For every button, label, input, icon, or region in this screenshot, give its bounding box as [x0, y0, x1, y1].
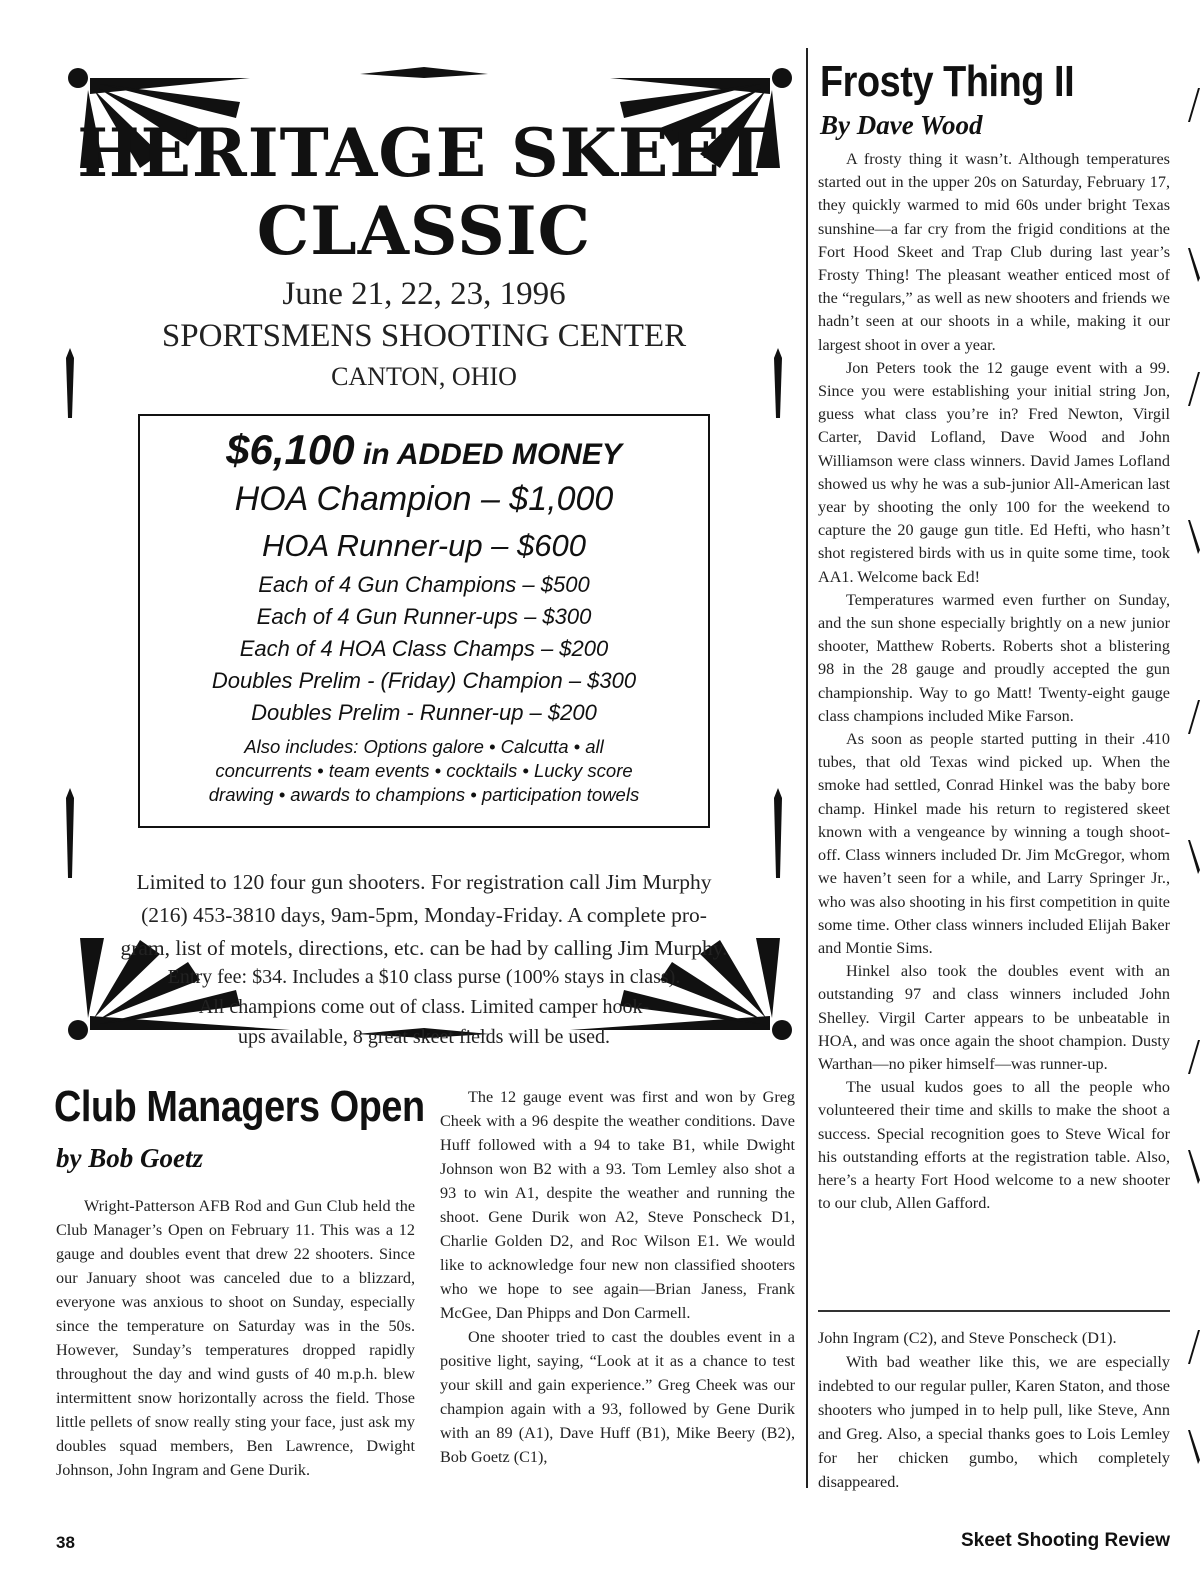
registration-info — [80, 866, 768, 965]
edge-mark — [1186, 1040, 1200, 1074]
entry-line-3: ups available, 8 great skeet fields will be used. — [237, 1026, 611, 1048]
entry-fee-info — [120, 962, 728, 1052]
club-managers-paragraph-3: One shooter tried to cast the doubles event in a positive light, saying, “Look at it as a chance to test your skill and gain experience.” Greg Cheek was our champion again with a 93, followed by Gene Durik with an 89 (A1), Dave Huff (B1), Mike Beery (B2), Bob Goetz (C1), — [440, 1328, 795, 1466]
club-managers-title: Club Managers Open — [54, 1082, 425, 1131]
edge-mark — [1186, 520, 1200, 554]
entry-line-2: All champions come out of class. Limited camper hook- — [198, 996, 650, 1018]
edge-mark — [1186, 840, 1200, 874]
added-money-box — [138, 414, 710, 828]
prize-gun-champions: Each of 4 Gun Champions – $500 — [258, 572, 590, 597]
club-managers-paragraph-2: The 12 gauge event was first and won by Greg Cheek with a 96 despite the weather conditions. Dave Huff followed with a 94 to take B1, while Dwight Johnson won B2 with a 93. Tom Lemley also shot a 93 to win A1, despite the weather and running the shoot. Gene Durik won A2, Steve Ponscheck D1, Charlie Golden D2, and Roc Wilson E1. We would like to acknowledge four new non classified shooters who we hope to see again—Brian Janess, Frank McGee, Dan Phipps and Don Carmell. — [440, 1088, 795, 1322]
frosty-byline: By Dave Wood — [820, 110, 983, 140]
article-divider — [818, 1310, 1170, 1312]
edge-mark — [1186, 1150, 1200, 1184]
club-managers-byline: by Bob Goetz — [56, 1143, 203, 1173]
frosty-paragraph-6: The usual kudos goes to all the people who volunteered their time and skills to make the shoot a success. Special recognition goes to Steve Wical for his outstanding efforts at the registration table. Also, here’s a hearty Fort Hood welcome to a new shooter to our club, Allen Gafford. — [818, 1078, 1170, 1213]
registration-line-1: Limited to 120 four gun shooters. For registration call Jim Murphy — [136, 870, 712, 894]
ad-location: CANTON, OHIO — [331, 362, 517, 391]
ad-title-line-2: CLASSIC — [256, 192, 592, 270]
prize-hoa-champion: HOA Champion – $1,000 — [234, 480, 614, 518]
frosty-paragraph-2: Jon Peters took the 12 gauge event with a 99. Since you were establishing your initial string Jon, guess what class you’re in? Fred Newton, Virgil Carter, David Lofland, Dave Wood and John Williamson were class winners. David James Lofland showed us why he was a sub-junior All-American last year by shooting the only 100 for the weekend to capture the 20 gauge gun title. Ed Hefti, who hasn’t shot registered birds with us in quite some time, took AA1. Welcome back Ed! — [818, 358, 1170, 586]
publication-name: Skeet Shooting Review — [960, 1530, 1170, 1551]
page-number: 38 — [56, 1533, 75, 1552]
prize-hoa-runner-up: HOA Runner-up – $600 — [262, 528, 586, 563]
edge-mark — [1186, 1330, 1200, 1364]
club-managers-paragraph-1: Wright-Patterson AFB Rod and Gun Club held the Club Manager’s Open on February 11. This was a 12 gauge and doubles event that drew 22 shooters. Since our January shoot was canceled due to a blizzard, everyone was anxious to shoot on Sunday, especially since the temperature on Saturday was in the 50s. However, Sunday’s temperatures dropped rapidly throughout the day and wind gusts of 40 m.p.h. blew intermittent snow horizontally across the field. Those little pellets of snow really sting your face, just ask my doubles squad members, Ben Lawrence, Dwight Johnson, John Ingram and Gene Durik. — [56, 1197, 415, 1479]
frosty-title: Frosty Thing II — [820, 57, 1075, 106]
prize-class-champs: Each of 4 HOA Class Champs – $200 — [239, 636, 609, 661]
frosty-paragraph-3: Temperatures warmed even further on Sunday, and the sun shone especially brightly on a new junior shooter, Matthew Roberts. Roberts shot a blistering 98 in the 28 gauge and proudly accepted the gun championship. Way to go Matt! Twenty-eight gauge class champions included Mike Farson. — [818, 590, 1170, 725]
club-managers-paragraph-4: With bad weather like this, we are especially indebted to our regular puller, Karen Staton, and those shooters who jumped in to help pull, like Steve, Ann and Greg. Also, a special thanks goes to Lois Lemley for her chicken gumbo, which completely disappeared. — [818, 1353, 1170, 1491]
edge-mark — [1186, 248, 1200, 282]
added-money-headline — [140, 426, 708, 475]
edge-mark — [1186, 372, 1200, 406]
prize-gun-runner-ups: Each of 4 Gun Runner-ups – $300 — [256, 604, 592, 629]
prize-doubles-runner-up: Doubles Prelim - Runner-up – $200 — [251, 700, 597, 725]
club-managers-column-1 — [56, 1194, 415, 1482]
registration-line-3: gram, list of motels, directions, etc. can be had by calling Jim Murphy. — [120, 936, 728, 960]
frosty-column — [818, 148, 1170, 1215]
edge-mark — [1186, 1430, 1200, 1464]
frosty-paragraph-1: A frosty thing it wasn’t. Although temperatures started out in the upper 20s on Saturday, February 17, they quickly warmed to mid 60s under bright Texas sunshine—a far cry from the frigid conditions at the Fort Hood Skeet and Trap Club during last year’s Frosty Thing! The pleasant weather enticed most of the “regulars,” as well as new shooters and friends we hadn’t seen at our shoots in a while, making it our largest shoot in over a year. — [818, 150, 1170, 354]
ad-venue: SPORTSMENS SHOOTING CENTER — [161, 318, 687, 354]
edge-mark — [1186, 88, 1200, 122]
added-money-amount: $6,100 — [226, 426, 355, 473]
added-money-label: in ADDED MONEY — [354, 438, 622, 471]
column-divider — [806, 48, 808, 1488]
extras-line-3: drawing • awards to champions • participation towels — [208, 784, 640, 805]
club-managers-column-2 — [440, 1085, 795, 1469]
club-managers-continuation: John Ingram (C2), and Steve Ponscheck (D1). — [818, 1329, 1117, 1347]
extras-line-2: concurrents • team events • cocktails • Lucky score — [215, 760, 633, 781]
heritage-skeet-classic-ad — [50, 58, 798, 1058]
entry-line-1: Entry fee: $34. Includes a $10 class purse (100% stays in class). — [167, 966, 681, 988]
ad-dates: June 21, 22, 23, 1996 — [282, 276, 566, 312]
ad-title-line-1: HERITAGE SKEET — [77, 114, 771, 192]
frosty-paragraph-4: As soon as people started putting in their .410 tubes, that old Texas wind picked up. When the smoke had settled, Conrad Hinkel was the baby bore champ. Hinkel made his return to registered skeet known with a vengeance by winning a tough shoot-off. Class winners included Dr. Jim McGregor, whom we haven’t seen for a while, and Larry Springer Jr., who was also shooting in his first competition in quite some time. Other class winners included Elijah Baker and Montie Sims. — [818, 730, 1170, 957]
prize-doubles-champion: Doubles Prelim - (Friday) Champion – $300 — [211, 668, 637, 693]
edge-mark — [1186, 700, 1200, 734]
club-managers-continued — [818, 1326, 1170, 1494]
frosty-paragraph-5: Hinkel also took the doubles event with an outstanding 97 and class winners included John Shelley. Virgil Carter appears to be unbeatable in HOA, and was once again the shoot champion. Dusty Warthan—no piker himself—was runner-up. — [818, 962, 1170, 1073]
extras-line-1: Also includes: Options galore • Calcutta • all — [244, 736, 604, 757]
registration-line-2: (216) 453-3810 days, 9am-5pm, Monday-Friday. A complete pro- — [141, 903, 707, 927]
